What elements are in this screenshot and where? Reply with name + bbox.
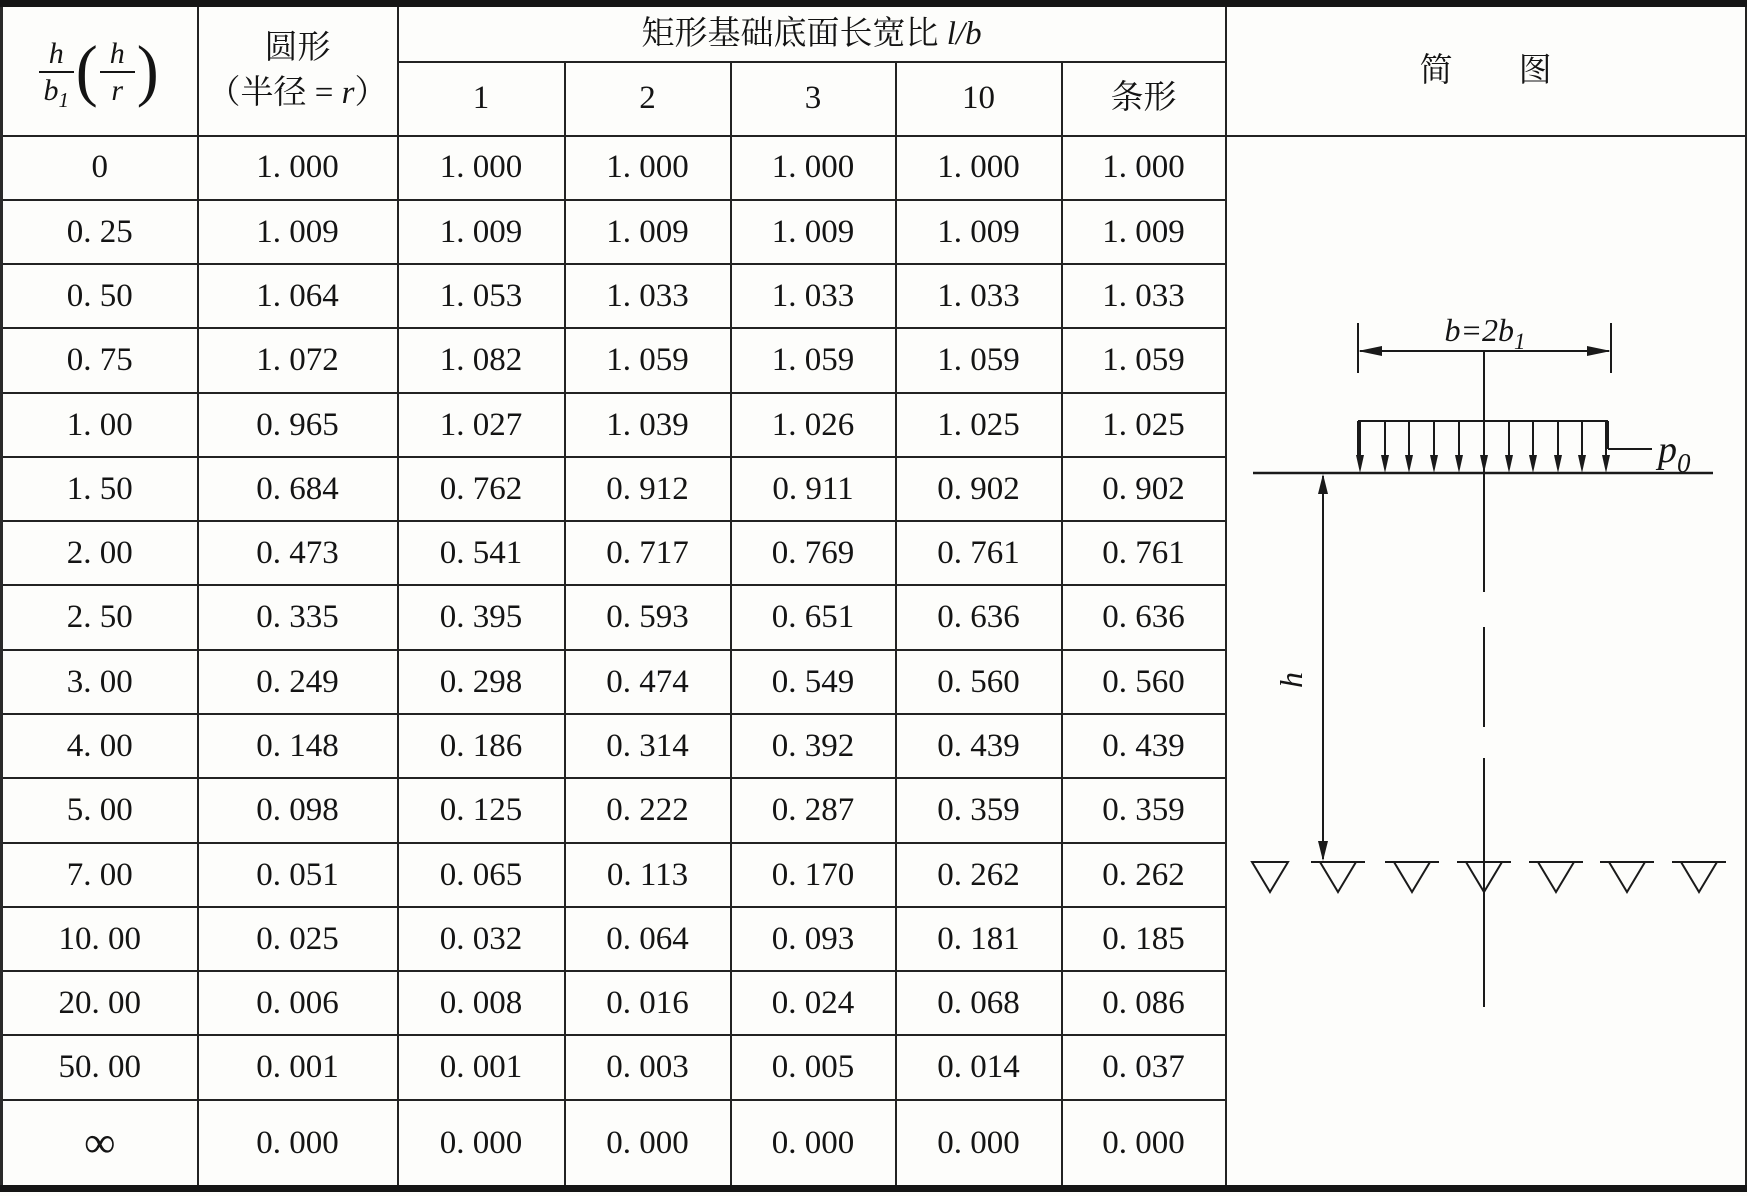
coefficient-cell: 0. 008 <box>398 971 565 1035</box>
coefficient-cell: 0. 037 <box>1062 1035 1226 1099</box>
coefficient-cell: 1. 009 <box>896 200 1062 264</box>
frac-denominator: $b_1$ <box>43 73 70 112</box>
coefficient-cell: 1. 033 <box>896 264 1062 328</box>
coefficient-cell: 0. 000 <box>398 1100 565 1189</box>
frac-numerator: h <box>39 37 74 73</box>
circular-label: 圆形 <box>264 30 331 67</box>
coefficient-cell: 0. 769 <box>731 521 896 585</box>
coefficient-cell: 1. 025 <box>1062 393 1226 457</box>
subcol-header-3: 3 <box>731 62 896 136</box>
fraction-h-over-r <box>100 37 135 107</box>
depth-label: h <box>1273 672 1309 688</box>
coefficient-cell: 0. 003 <box>565 1035 731 1099</box>
coefficient-cell: 1. 000 <box>896 136 1062 200</box>
coefficient-cell: 0. 761 <box>1062 521 1226 585</box>
coefficient-cell: 1. 009 <box>1062 200 1226 264</box>
row-label: 5. 00 <box>2 778 198 842</box>
coefficient-cell: 0. 001 <box>198 1035 398 1099</box>
frac-denominator: r <box>111 73 124 107</box>
coefficient-cell: 0. 262 <box>1062 843 1226 907</box>
coefficient-cell: 0. 651 <box>731 585 896 649</box>
coefficient-cell: 0. 902 <box>896 457 1062 521</box>
coefficient-cell: 1. 033 <box>731 264 896 328</box>
ground-triangle <box>1394 862 1430 892</box>
row-label: 20. 00 <box>2 971 198 1035</box>
row-label: 0. 50 <box>2 264 198 328</box>
coefficient-cell: 0. 395 <box>398 585 565 649</box>
row-label: 1. 00 <box>2 393 198 457</box>
coefficient-cell: 0. 086 <box>1062 971 1226 1035</box>
load-arrows <box>1356 421 1610 473</box>
coefficient-cell: 1. 000 <box>198 136 398 200</box>
ground-triangle <box>1538 862 1574 892</box>
coefficient-cell: 1. 082 <box>398 328 565 392</box>
coefficient-cell: 0. 911 <box>731 457 896 521</box>
coefficient-cell: 0. 170 <box>731 843 896 907</box>
coefficient-cell: 0. 222 <box>565 778 731 842</box>
coefficient-cell: 0. 032 <box>398 907 565 971</box>
coefficient-cell: 0. 064 <box>565 907 731 971</box>
close-paren: ) <box>136 32 159 110</box>
col-group-header-rect-ratio: 矩形基础底面长宽比 l/b <box>398 4 1226 62</box>
coefficient-cell: 1. 009 <box>398 200 565 264</box>
coefficient-cell: 0. 068 <box>896 971 1062 1035</box>
coefficient-cell: 0. 761 <box>896 521 1062 585</box>
coefficient-cell: 0. 185 <box>1062 907 1226 971</box>
coefficient-cell: 0. 000 <box>198 1100 398 1189</box>
coefficient-cell: 1. 009 <box>198 200 398 264</box>
coefficient-cell: 1. 027 <box>398 393 565 457</box>
coefficient-cell: 0. 314 <box>565 714 731 778</box>
subcol-header-strip: 条形 <box>1062 62 1226 136</box>
coefficient-cell: 0. 593 <box>565 585 731 649</box>
coefficient-cell: 0. 335 <box>198 585 398 649</box>
row-label: 3. 00 <box>2 650 198 714</box>
coefficient-cell: 0. 541 <box>398 521 565 585</box>
coefficient-cell: 0. 025 <box>198 907 398 971</box>
load-label: $p_0$ <box>1658 429 1691 478</box>
coefficient-cell: 0. 762 <box>398 457 565 521</box>
row-label: 4. 00 <box>2 714 198 778</box>
coefficient-cell: 0. 359 <box>896 778 1062 842</box>
row-label: 2. 00 <box>2 521 198 585</box>
arrowheads <box>1318 346 1611 861</box>
depth-ratio-formula <box>39 32 161 112</box>
coefficient-cell: 0. 287 <box>731 778 896 842</box>
coefficient-cell: 1. 000 <box>565 136 731 200</box>
subcol-header-10: 10 <box>896 62 1062 136</box>
coefficient-cell: 0. 392 <box>731 714 896 778</box>
coefficient-cell: 1. 033 <box>1062 264 1226 328</box>
width-dim-label: $b=2b_1$ <box>1444 312 1526 354</box>
coefficient-cell: 0. 098 <box>198 778 398 842</box>
coefficient-cell: 0. 093 <box>731 907 896 971</box>
coefficient-cell: 0. 181 <box>896 907 1062 971</box>
coefficient-cell: 0. 001 <box>398 1035 565 1099</box>
coefficient-cell: 0. 186 <box>398 714 565 778</box>
coefficient-cell: 1. 000 <box>731 136 896 200</box>
coefficient-cell: 1. 059 <box>1062 328 1226 392</box>
circular-radius-note: （半径 = r） <box>207 74 388 111</box>
foundation-schematic <box>1226 135 1746 1188</box>
open-paren: ( <box>75 32 98 110</box>
coefficient-cell: 0. 006 <box>198 971 398 1035</box>
coefficient-cell: 0. 249 <box>198 650 398 714</box>
coefficient-cell: 0. 016 <box>565 971 731 1035</box>
ground-triangle <box>1252 862 1288 892</box>
coefficient-cell: 1. 039 <box>565 393 731 457</box>
coefficient-cell: 1. 033 <box>565 264 731 328</box>
coefficient-cell: 1. 059 <box>565 328 731 392</box>
coefficient-cell: 0. 560 <box>896 650 1062 714</box>
coefficient-cell: 0. 000 <box>565 1100 731 1189</box>
coefficient-cell: 0. 439 <box>896 714 1062 778</box>
coefficient-cell: 0. 636 <box>896 585 1062 649</box>
subcol-header-1: 1 <box>398 62 565 136</box>
coefficient-cell: 0. 298 <box>398 650 565 714</box>
coefficient-cell: 1. 026 <box>731 393 896 457</box>
ground-triangle <box>1681 862 1717 892</box>
coefficient-cell: 0. 000 <box>896 1100 1062 1189</box>
row-label: 10. 00 <box>2 907 198 971</box>
coefficient-cell: 0. 014 <box>896 1035 1062 1099</box>
subcol-header-2: 2 <box>565 62 731 136</box>
coefficient-cell: 0. 965 <box>198 393 398 457</box>
row-label: 1. 50 <box>2 457 198 521</box>
coefficient-cell: 0. 000 <box>1062 1100 1226 1189</box>
coefficient-cell: 0. 065 <box>398 843 565 907</box>
coefficient-cell: 1. 059 <box>896 328 1062 392</box>
coefficient-cell: 0. 902 <box>1062 457 1226 521</box>
coefficient-cell: 0. 024 <box>731 971 896 1035</box>
row-label: 7. 00 <box>2 843 198 907</box>
coefficient-cell: 0. 560 <box>1062 650 1226 714</box>
coefficient-cell: 1. 053 <box>398 264 565 328</box>
coefficient-cell: 0. 439 <box>1062 714 1226 778</box>
h-arrow-down <box>1318 841 1328 861</box>
coefficient-cell: 1. 072 <box>198 328 398 392</box>
coefficient-cell: 0. 636 <box>1062 585 1226 649</box>
coefficient-cell: 0. 549 <box>731 650 896 714</box>
col-header-depth-ratio <box>2 4 198 136</box>
coefficient-cell: 0. 000 <box>731 1100 896 1189</box>
coefficient-cell: 1. 000 <box>398 136 565 200</box>
row-label: 50. 00 <box>2 1035 198 1099</box>
row-label: 2. 50 <box>2 585 198 649</box>
coefficient-cell: 0. 262 <box>896 843 1062 907</box>
coefficient-cell: 0. 473 <box>198 521 398 585</box>
row-label: 0. 25 <box>2 200 198 264</box>
coefficient-cell: 0. 148 <box>198 714 398 778</box>
coefficient-cell: 1. 000 <box>1062 136 1226 200</box>
coefficient-cell: 0. 474 <box>565 650 731 714</box>
coefficient-cell: 0. 113 <box>565 843 731 907</box>
col-header-diagram: 简 图 <box>1226 4 1746 136</box>
fraction-h-over-b1 <box>39 36 74 112</box>
coefficient-cell: 0. 717 <box>565 521 731 585</box>
coefficient-cell: 1. 009 <box>731 200 896 264</box>
dim-arrow-right <box>1587 346 1611 356</box>
coefficient-cell: 0. 684 <box>198 457 398 521</box>
coefficient-cell: 1. 009 <box>565 200 731 264</box>
h-arrow-up <box>1318 474 1328 494</box>
frac-numerator: h <box>100 37 135 73</box>
coefficient-cell: 1. 064 <box>198 264 398 328</box>
row-label: 0. 75 <box>2 328 198 392</box>
row-label: 0 <box>2 136 198 200</box>
ground-triangle <box>1609 862 1645 892</box>
ground-triangle <box>1320 862 1356 892</box>
coefficient-cell: 0. 005 <box>731 1035 896 1099</box>
col-header-circular <box>198 4 398 136</box>
coefficient-cell: 0. 051 <box>198 843 398 907</box>
coefficient-cell: 1. 059 <box>731 328 896 392</box>
coefficient-cell: 1. 025 <box>896 393 1062 457</box>
bedrock-hatching <box>1252 862 1726 892</box>
coefficient-cell: 0. 125 <box>398 778 565 842</box>
coefficient-cell: 0. 912 <box>565 457 731 521</box>
row-label: ∞ <box>2 1100 198 1189</box>
coefficient-cell: 0. 359 <box>1062 778 1226 842</box>
dim-arrow-left <box>1358 346 1382 356</box>
